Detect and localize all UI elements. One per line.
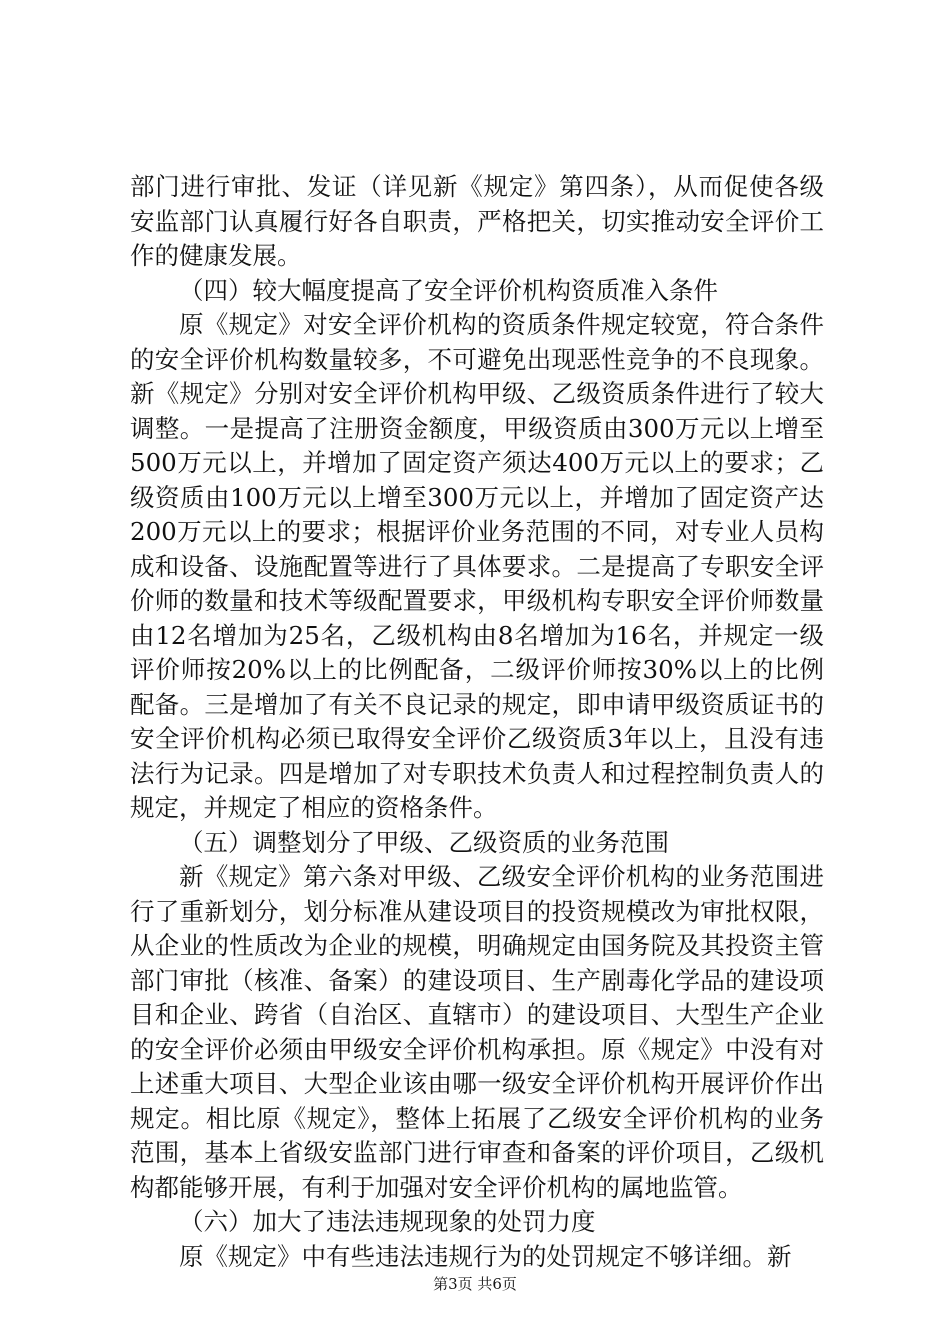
paragraph-qualification-conditions: 原《规定》对安全评价机构的资质条件规定较宽，符合条件的安全评价机构数量较多，不可避免出现恶性竞争的不良现象。新《规定》分别对安全评价机构甲级、乙级资质条件进行了较大调整。一是提高了注册资金额度，甲级资质由300万元以上增至500万元以上，并增加了固定资产须达400万元以上的要求；乙级资质由100万元以上增至300万元以上，并增加了固定资产达200万元以上的要求；根据评价业务范围的不同，对专业人员构成和设备、设施配置等进行了具体要求。二是提高了专职安全评价师的数量和技术等级配置要求，甲级机构专职安全评价师数量由12名增加为25名，乙级机构由8名增加为16名，并规定一级评价师按20%以上的比例配备，二级评价师按30%以上的比例配备。三是增加了有关不良记录的规定，即申请甲级资质证书的安全评价机构必须已取得安全评价乙级资质3年以上，且没有违法行为记录。四是增加了对专职技术负责人和过程控制负责人的规定，并规定了相应的资格条件。 bbox=[130, 310, 824, 822]
section-heading-4: （四）较大幅度提高了安全评价机构资质准入条件 bbox=[179, 275, 718, 305]
paragraph-continuation: 部门进行审批、发证（详见新《规定》第四条），从而促使各级安监部门认真履行好各自职责，严格把关，切实推动安全评价工作的健康发展。 bbox=[130, 172, 824, 270]
paragraph-penalties: 原《规定》中有些违法违规行为的处罚规定不够详细。新 bbox=[179, 1241, 792, 1271]
section-heading-5: （五）调整划分了甲级、乙级资质的业务范围 bbox=[179, 827, 669, 857]
section-heading-6: （六）加大了违法违规现象的处罚力度 bbox=[179, 1207, 596, 1236]
paragraph-business-scope: 新《规定》第六条对甲级、乙级安全评价机构的业务范围进行了重新划分，划分标准从建设项目的投资规模改为审批权限，从企业的性质改为企业的规模，明确规定由国务院及其投资主管部门审批（核准、备案）的建设项目、生产剧毒化学品的建设项目和企业、跨省（自治区、直辖市）的建设项目、大型生产企业的安全评价必须由甲级安全评价机构承担。原《规定》中没有对上述重大项目、大型企业该由哪一级安全评价机构开展评价作出规定。相比原《规定》，整体上拓展了乙级安全评价机构的业务范围，基本上省级安监部门进行审查和备案的评价项目，乙级机构都能够开展，有利于加强对安全评价机构的属地监管。 bbox=[130, 862, 824, 1202]
document-body bbox=[130, 170, 824, 1274]
page-number-footer: 第3页 共6页 bbox=[433, 1275, 517, 1293]
